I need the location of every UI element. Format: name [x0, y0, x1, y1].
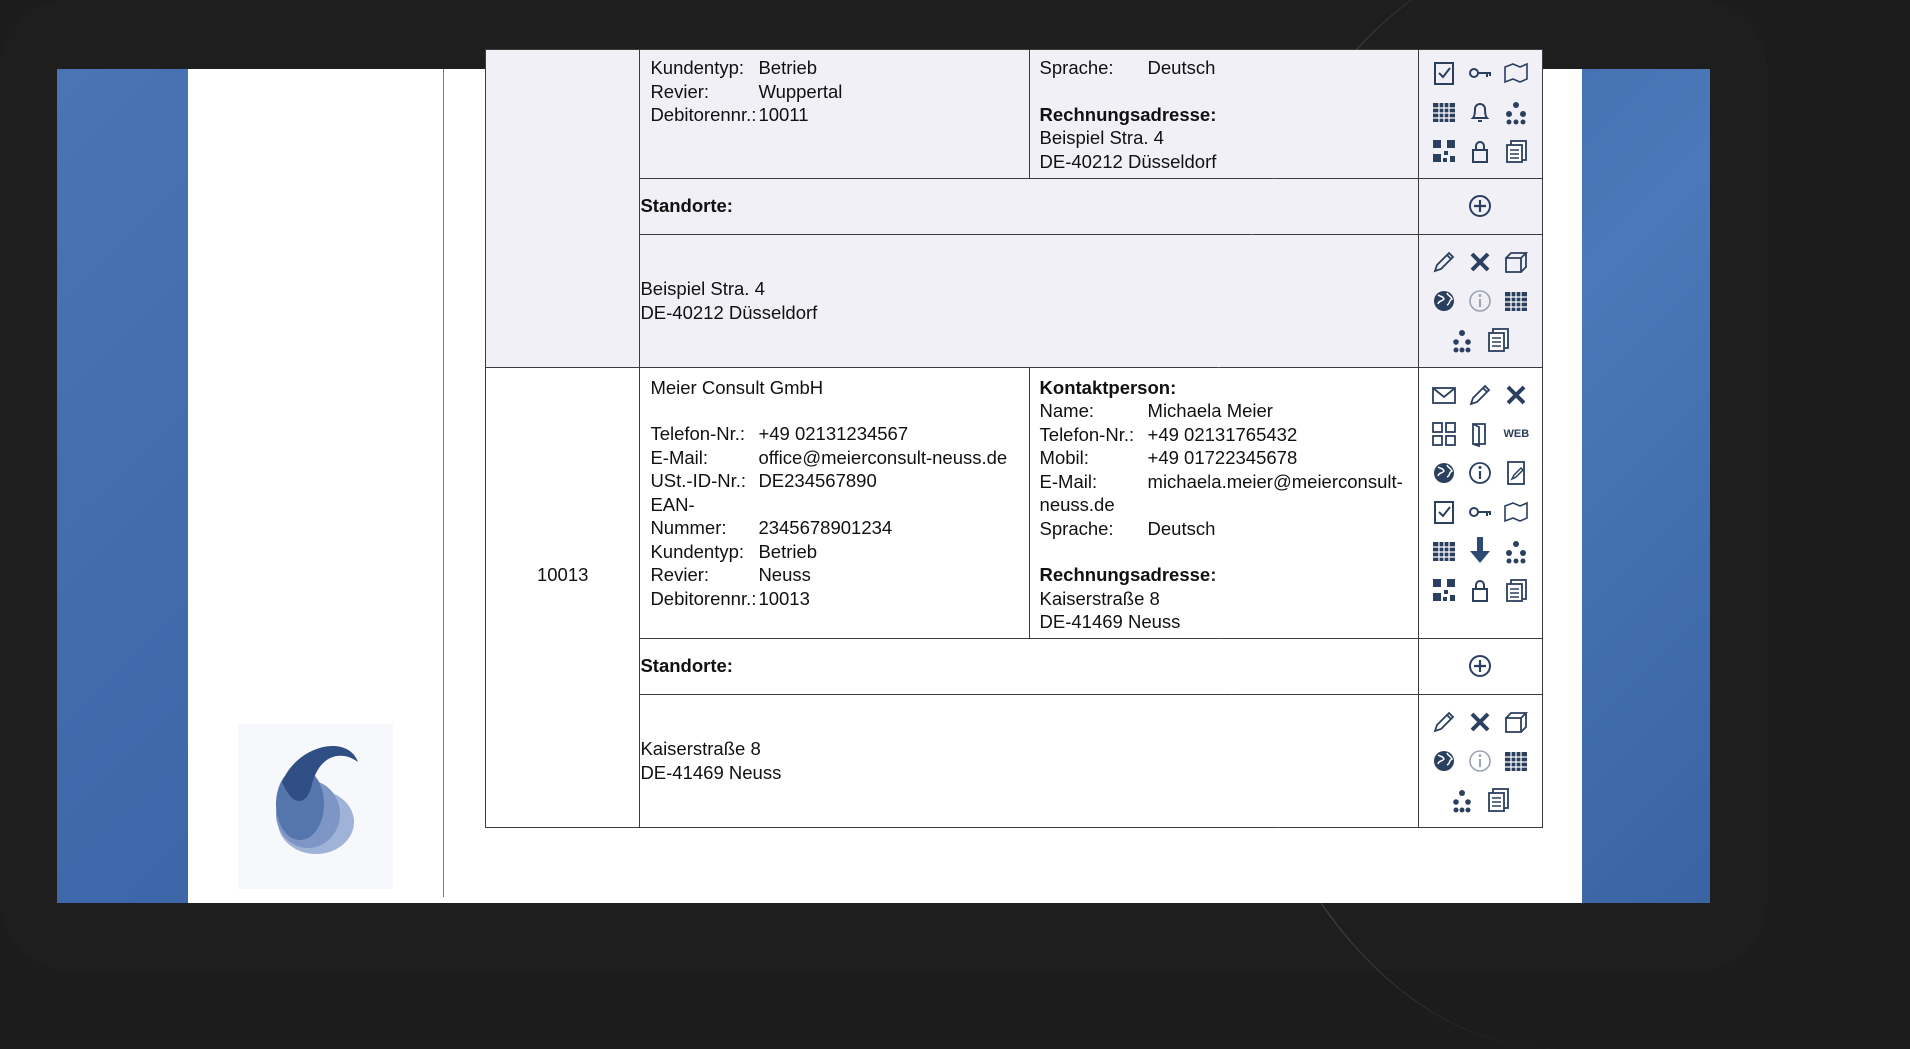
calendar-grid-icon[interactable] [1499, 744, 1533, 778]
action-icons-cell [1418, 50, 1542, 179]
info-key: USt.-ID-Nr.: [650, 470, 747, 491]
info-row-kundentyp [650, 56, 1018, 80]
info-row [650, 540, 1018, 564]
info-row [650, 493, 1018, 517]
sidebar-divider [443, 69, 444, 897]
customer-row [486, 367, 1543, 638]
contact-row-sprache [1040, 56, 1408, 80]
contact-row [1040, 446, 1408, 470]
billing-address-label: Rechnungsadresse: [1039, 564, 1217, 585]
contact-cell [1029, 50, 1418, 179]
info-row-debitorennr [650, 103, 1018, 127]
contact-value: +49 02131765432 [1147, 423, 1298, 445]
info-value: 2345678901234 [758, 517, 893, 538]
info-icon[interactable] [1463, 284, 1497, 318]
delete-x-icon[interactable] [1499, 378, 1533, 412]
info-value: Betrieb [758, 540, 818, 562]
web-label: WEB [1503, 427, 1530, 440]
standorte-label: Standorte: [640, 638, 1418, 694]
info-row [650, 587, 1018, 611]
customer-info-cell [640, 50, 1029, 179]
standorte-label: Standorte: [640, 178, 1418, 234]
info-row [650, 422, 1018, 446]
box-icon[interactable] [1499, 705, 1533, 739]
billing-address-label: Rechnungsadresse: [1039, 103, 1217, 125]
info-row [650, 516, 1018, 540]
company-logo [238, 724, 393, 889]
customer-id: 10013 [536, 564, 589, 585]
customer-table [485, 49, 1543, 828]
contact-key: Mobil: [1039, 447, 1089, 468]
info-row [650, 563, 1018, 587]
location-extra-icons [1427, 783, 1533, 817]
add-location-cell [1418, 638, 1542, 694]
calendar-grid-icon[interactable] [1427, 95, 1461, 129]
contact-cell [1029, 367, 1418, 638]
documents-icon[interactable] [1484, 326, 1512, 354]
location-street: Beispiel Stra. 4 [640, 278, 765, 299]
contact-value: Michaela Meier [1147, 400, 1273, 421]
location-city: DE-41469 Neuss [640, 761, 782, 783]
key-icon[interactable] [1463, 56, 1497, 90]
info-value [758, 493, 1018, 517]
contact-row [1040, 517, 1408, 541]
box-icon[interactable] [1499, 245, 1533, 279]
billing-city: DE-41469 Neuss [1039, 611, 1181, 632]
action-icons-cell [1418, 367, 1542, 638]
delete-x-icon[interactable] [1463, 245, 1497, 279]
info-key: Revier: [650, 80, 710, 102]
documents-icon[interactable] [1484, 786, 1512, 814]
info-value: office@meierconsult-neuss.de [758, 446, 1008, 468]
contact-value: +49 01722345678 [1147, 447, 1298, 468]
location-address-cell [640, 694, 1418, 827]
info-value: DE234567890 [758, 470, 877, 491]
location-city: DE-40212 Düsseldorf [640, 301, 818, 323]
calendar-grid-icon[interactable] [1427, 534, 1461, 568]
delete-x-icon[interactable] [1463, 705, 1497, 739]
billing-city: DE-40212 Düsseldorf [1039, 150, 1217, 172]
lock-icon[interactable] [1463, 573, 1497, 607]
info-key: Nummer: [650, 517, 727, 538]
documents-icon[interactable] [1499, 134, 1533, 168]
download-arrow-icon[interactable] [1463, 534, 1497, 568]
location-address-cell [640, 234, 1418, 367]
contact-key: Name: [1039, 400, 1095, 421]
info-key: EAN- [650, 493, 695, 515]
info-value: 10011 [758, 104, 809, 125]
bell-icon[interactable] [1463, 95, 1497, 129]
info-row [650, 469, 1018, 493]
app-page [188, 57, 1582, 903]
customer-info-cell [640, 367, 1029, 638]
edit-pencil-icon[interactable] [1427, 705, 1461, 739]
contact-key: E-Mail: [1039, 470, 1098, 492]
globe-icon[interactable] [1427, 284, 1461, 318]
info-row [650, 446, 1018, 470]
contact-key: Sprache: [1039, 517, 1114, 539]
map-icon[interactable] [1499, 495, 1533, 529]
mail-icon[interactable] [1427, 378, 1461, 412]
company-name: Meier Consult GmbH [650, 376, 824, 398]
info-row-revier [650, 80, 1018, 104]
info-key: Debitorennr.: [650, 104, 757, 125]
info-key: Kundentyp: [650, 57, 745, 78]
contact-row [1040, 399, 1408, 423]
contact-key: Telefon-Nr.: [1039, 423, 1135, 445]
globe-icon[interactable] [1427, 456, 1461, 490]
location-street: Kaiserstraße 8 [640, 738, 761, 759]
org-chart-icon[interactable] [1499, 534, 1533, 568]
info-value: Wuppertal [758, 80, 843, 102]
info-key: Debitorennr.: [650, 587, 757, 609]
info-icon[interactable] [1463, 456, 1497, 490]
qr-code-icon[interactable] [1427, 573, 1461, 607]
qr-code-icon[interactable] [1427, 134, 1461, 168]
customer-id-cell [486, 50, 640, 368]
location-row [486, 234, 1543, 367]
contact-value: Deutsch [1147, 57, 1216, 78]
location-extra-icons [1427, 323, 1533, 357]
customer-id-cell [486, 367, 640, 827]
web-icon[interactable] [1499, 417, 1533, 451]
location-row [486, 694, 1543, 827]
info-value: +49 02131234567 [758, 423, 909, 444]
contact-row [1040, 470, 1408, 494]
key-icon[interactable] [1463, 495, 1497, 529]
info-key: Kundentyp: [650, 540, 745, 562]
org-chart-icon[interactable] [1499, 95, 1533, 129]
info-key: Revier: [650, 564, 710, 585]
org-chart-icon[interactable] [1448, 326, 1476, 354]
contact-value: michaela.meier@meierconsult- [1147, 470, 1403, 492]
info-icon[interactable] [1463, 744, 1497, 778]
location-icons-cell [1418, 694, 1542, 827]
contact-key: Sprache: [1039, 57, 1114, 78]
standorte-header-row [486, 638, 1543, 694]
contact-row [1040, 423, 1408, 447]
checklist-icon[interactable] [1427, 56, 1461, 90]
contact-email-continued: neuss.de [1039, 494, 1115, 515]
add-location-icon[interactable] [1463, 649, 1497, 683]
desktop-background [57, 57, 1710, 903]
standorte-header-row [486, 178, 1543, 234]
billing-street: Kaiserstraße 8 [1039, 587, 1160, 609]
location-icons-cell [1418, 234, 1542, 367]
add-location-icon[interactable] [1463, 189, 1497, 223]
map-icon[interactable] [1499, 56, 1533, 90]
info-key: Telefon-Nr.: [650, 423, 746, 444]
lock-icon[interactable] [1463, 134, 1497, 168]
contact-value: Deutsch [1147, 517, 1216, 539]
documents-icon[interactable] [1499, 573, 1533, 607]
modules-icon[interactable] [1427, 417, 1461, 451]
add-location-cell [1418, 178, 1542, 234]
billing-street: Beispiel Stra. 4 [1039, 127, 1164, 148]
info-value: Neuss [758, 564, 811, 585]
globe-icon[interactable] [1427, 744, 1461, 778]
contact-person-label: Kontaktperson: [1039, 376, 1177, 398]
info-value: 10013 [758, 587, 810, 609]
info-key: E-Mail: [650, 446, 708, 468]
door-icon[interactable] [1463, 417, 1497, 451]
checklist-icon[interactable] [1427, 495, 1461, 529]
edit-document-icon[interactable] [1499, 456, 1533, 490]
calendar-grid-icon[interactable] [1499, 284, 1533, 318]
customer-row [486, 50, 1543, 179]
info-value: Betrieb [758, 57, 818, 78]
edit-pencil-icon[interactable] [1427, 245, 1461, 279]
org-chart-icon[interactable] [1448, 786, 1476, 814]
edit-pencil-icon[interactable] [1463, 378, 1497, 412]
